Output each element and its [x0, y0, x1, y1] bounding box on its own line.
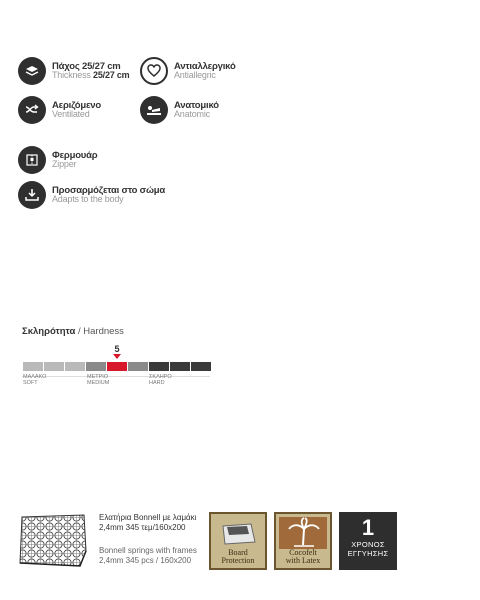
board-label-line1: Board: [228, 548, 248, 557]
palm-tree-icon: [276, 515, 330, 551]
springs-description-gr: Ελατήρια Bonnell με λαμάκι 2,4mm 345 τεμ/160x200: [99, 513, 197, 532]
ventilated-label-gr: Αεριζόμενο: [52, 100, 101, 111]
press-down-icon: [18, 181, 46, 209]
ventilated-label-en: Ventilated: [52, 109, 90, 119]
hardness-segment: [86, 362, 106, 371]
hardness-soft-label: ΜΑΛΑΚΟ SOFT: [23, 374, 47, 386]
hardness-segment: [23, 362, 43, 371]
thickness-label-en: Thickness: [52, 70, 91, 80]
antiallergic-label-en: Antiallegric: [174, 70, 216, 80]
anatomic-label-gr: Ανατομικό: [174, 100, 219, 111]
layers-icon: [18, 57, 46, 85]
zipper-label-gr: Φερμουάρ: [52, 150, 98, 161]
zipper-icon: [18, 146, 46, 174]
feature-anatomic: [140, 96, 219, 124]
bonnell-springs-image: [18, 513, 88, 568]
antiallergic-label-gr: Αντιαλλεργικό: [174, 61, 236, 72]
feature-thickness: [18, 57, 129, 85]
hardness-segment: [107, 362, 127, 371]
board-icon: [211, 516, 265, 552]
cocofelt-label-line1: Cocofelt: [289, 548, 317, 557]
board-label-line2: Protection: [221, 556, 255, 565]
thickness-label-gr: Πάχος 25/27 cm: [52, 61, 121, 72]
hardness-segment: [128, 362, 148, 371]
adapts-label-en: Adapts to the body: [52, 194, 124, 204]
hardness-segment: [149, 362, 169, 371]
warranty-label-line1: ΧΡΟΝΟΣ: [351, 540, 385, 549]
hardness-medium-label: ΜΕΤΡΙΟ MEDIUM: [87, 374, 110, 386]
hardness-divider: [22, 376, 210, 377]
zipper-label-en: Zipper: [52, 159, 77, 169]
hardness-segment: [44, 362, 64, 371]
board-protection-badge: [209, 512, 267, 570]
springs-description-en: Bonnell springs with frames 2,4mm 345 pcs / 160x200: [99, 546, 197, 565]
hardness-title: [22, 326, 124, 337]
feature-adapts: [18, 181, 165, 209]
airflow-icon: [18, 96, 46, 124]
thickness-value: 25/27 cm: [93, 70, 130, 80]
anatomic-label-en: Anatomic: [174, 109, 210, 119]
hardness-segment: [170, 362, 190, 371]
cocofelt-latex-badge: [274, 512, 332, 570]
feature-antiallergic: [140, 57, 236, 85]
body-lying-icon: [140, 96, 168, 124]
hardness-segment: [65, 362, 85, 371]
warranty-badge: [339, 512, 397, 570]
feature-zipper: [18, 146, 97, 174]
warranty-years: 1: [361, 515, 375, 540]
hardness-title-gr: Σκληρότητα: [22, 326, 76, 337]
cocofelt-label-line2: with Latex: [285, 556, 321, 565]
warranty-label-line2: ΕΓΓΥΗΣΗΣ: [347, 549, 389, 558]
hardness-hard-label: ΣΚΛΗΡΟ HARD: [149, 374, 172, 386]
hardness-marker-icon: [113, 354, 121, 359]
heart-icon: [140, 57, 168, 85]
hardness-value: 5: [114, 344, 120, 354]
adapts-label-gr: Προσαρμόζεται στο σώμα: [52, 185, 166, 196]
feature-ventilated: [18, 96, 101, 124]
hardness-segment: [191, 362, 211, 371]
hardness-title-en: / Hardness: [78, 326, 124, 337]
